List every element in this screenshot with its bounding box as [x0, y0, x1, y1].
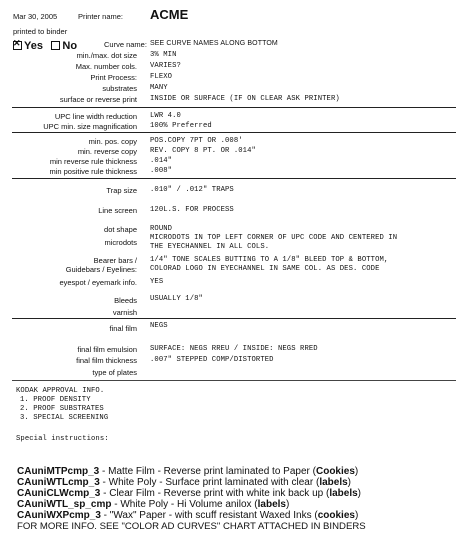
instruction-line: [17, 477, 351, 488]
film-emulsion-value: SURFACE: NEGS RREU / INSIDE: NEGS RRED: [150, 345, 318, 353]
bearer-bars-value-line2: COLORAD LOGO IN EYECHANNEL IN SAME COL. AS DES. CODE: [150, 265, 380, 273]
printed-to-binder-label: printed to binder: [13, 27, 68, 36]
dot-size-label: min./max. dot size: [76, 51, 137, 60]
print-process-label: Print Process:: [90, 73, 137, 82]
instruction-code: CAuniWTL_sp_cmp: [17, 499, 112, 510]
substrates-value: MANY: [150, 84, 168, 92]
bearer-bars-label-line2: Guidebars / Eyelines:: [65, 265, 137, 274]
instruction-code: CAuniCLWcmp_3: [17, 488, 101, 499]
min-rev-copy-label: min. reverse copy: [77, 147, 137, 156]
instruction-tag: labels: [319, 477, 348, 488]
trap-size-value: .010" / .012" TRAPS: [150, 186, 234, 194]
eyespot-label: eyespot / eyemark info.: [59, 278, 137, 287]
final-film-label: final film: [109, 324, 137, 333]
upc-mag-label: UPC min. size magnification: [43, 122, 137, 131]
instruction-code: CAuniMTPcmp_3: [17, 466, 100, 477]
microdots-value-line1: MICRODOTS IN TOP LEFT CORNER OF UPC CODE AND CENTERED IN: [150, 234, 398, 242]
min-rev-rule-label: min reverse rule thickness: [49, 157, 137, 166]
plates-type-label: type of plates: [92, 368, 137, 377]
instruction-code: CAuniWXPcmp_3: [17, 510, 101, 521]
instruction-line: [17, 488, 361, 499]
instruction-text: - "Wax" Paper - with scuff resistant Waxed Inks (: [100, 510, 318, 521]
instruction-code: CAuniWTLcmp_3: [17, 477, 100, 488]
line-screen-label: Line screen: [98, 206, 137, 215]
instruction-line: [17, 499, 289, 510]
instruction-text: - White Poly - Surface print laminated with clear (: [99, 477, 320, 488]
min-pos-rule-label: min positive rule thickness: [49, 167, 137, 176]
divider: [12, 178, 456, 179]
surface-reverse-value: INSIDE OR SURFACE (IF ON CLEAR ASK PRINTER): [150, 95, 340, 103]
microdots-value-line2: THE EYECHANNEL IN ALL COLS.: [150, 243, 270, 251]
bleeds-label: Bleeds: [114, 296, 137, 305]
printer-name-label: Printer name:: [78, 12, 124, 21]
instruction-end: ): [285, 499, 290, 510]
line-screen-value: 120L.S. FOR PROCESS: [150, 206, 234, 214]
dot-shape-label: dot shape: [104, 225, 137, 234]
kodak-item: 3. SPECIAL SCREENING: [20, 414, 109, 422]
kodak-item: 2. PROOF SUBSTRATES: [20, 405, 104, 413]
eyespot-value: YES: [150, 278, 164, 286]
upc-mag-value: 100% Preferred: [150, 122, 212, 130]
divider: [12, 380, 456, 381]
instruction-tag: labels: [329, 488, 358, 499]
final-film-value: NEGS: [150, 322, 168, 330]
bleeds-value: USUALLY 1/8": [150, 295, 203, 303]
curve-name-label: Curve name:: [104, 40, 147, 49]
bearer-bars-value-line1: 1/4" TONE SCALES BUTTING TO A 1/8" BLEED TOP & BOTTOM,: [150, 256, 389, 264]
yes-checkbox[interactable]: [13, 41, 22, 50]
instruction-end: ): [357, 488, 362, 499]
instruction-tag: Cookies: [315, 466, 355, 477]
min-pos-rule-value: .008": [150, 167, 173, 175]
instruction-end: ): [354, 466, 359, 477]
no-checkbox[interactable]: [51, 41, 60, 50]
max-cols-value: VARIES?: [150, 62, 181, 70]
instruction-tag: cookies: [317, 510, 355, 521]
instruction-text: - Clear Film - Reverse print with white ink back up (: [100, 488, 330, 499]
trap-size-label: Trap size: [106, 186, 137, 195]
instruction-end: ): [354, 510, 359, 521]
divider: [12, 107, 456, 108]
film-emulsion-label: final film emulsion: [77, 345, 137, 354]
printer-name-value: ACME: [150, 7, 189, 22]
min-pos-copy-label: min. pos. copy: [88, 137, 137, 146]
curve-name-value: SEE CURVE NAMES ALONG BOTTOM: [150, 40, 278, 47]
footer-note: FOR MORE INFO. SEE "COLOR AD CURVES" CHART ATTACHED IN BINDERS: [17, 521, 366, 532]
surface-reverse-label: surface or reverse print: [59, 95, 137, 104]
varnish-label: varnish: [112, 308, 137, 317]
upc-lwr-label: UPC line width reduction: [54, 112, 137, 121]
no-label: No: [62, 40, 78, 52]
kodak-item: 1. PROOF DENSITY: [20, 396, 91, 404]
upc-lwr-value: LWR 4.0: [150, 112, 181, 120]
microdots-label: microdots: [104, 238, 137, 247]
special-instructions-label: Special instructions:: [16, 435, 109, 443]
print-process-value: FLEXO: [150, 73, 173, 81]
instruction-line: [17, 466, 358, 477]
film-thickness-label: final film thickness: [76, 356, 137, 365]
kodak-title: KODAK APPROVAL INFO.: [16, 387, 105, 395]
divider: [12, 318, 456, 319]
film-thickness-value: .007" STEPPED COMP/DISTORTED: [150, 356, 274, 364]
instruction-line: [17, 510, 358, 521]
dot-size-value: 3% MIN: [150, 51, 177, 59]
max-cols-label: Max. number cols.: [75, 62, 137, 71]
instruction-text: - Matte Film - Reverse print laminated to Paper (: [99, 466, 316, 477]
date: Mar 30, 2005: [13, 12, 58, 21]
dot-shape-value: ROUND: [150, 225, 173, 233]
substrates-label: substrates: [102, 84, 137, 93]
divider: [12, 132, 456, 133]
instruction-end: ): [347, 477, 352, 488]
yes-label: Yes: [24, 40, 43, 52]
min-pos-copy-value: POS.COPY 7PT OR .008': [150, 137, 243, 145]
min-rev-rule-value: .014": [150, 157, 173, 165]
instruction-tag: labels: [257, 499, 286, 510]
bearer-bars-label-line1: Bearer bars /: [93, 256, 137, 265]
instruction-text: - White Poly - Hi Volume anilox (: [111, 499, 258, 510]
min-rev-copy-value: REV. COPY 8 PT. OR .014": [150, 147, 256, 155]
